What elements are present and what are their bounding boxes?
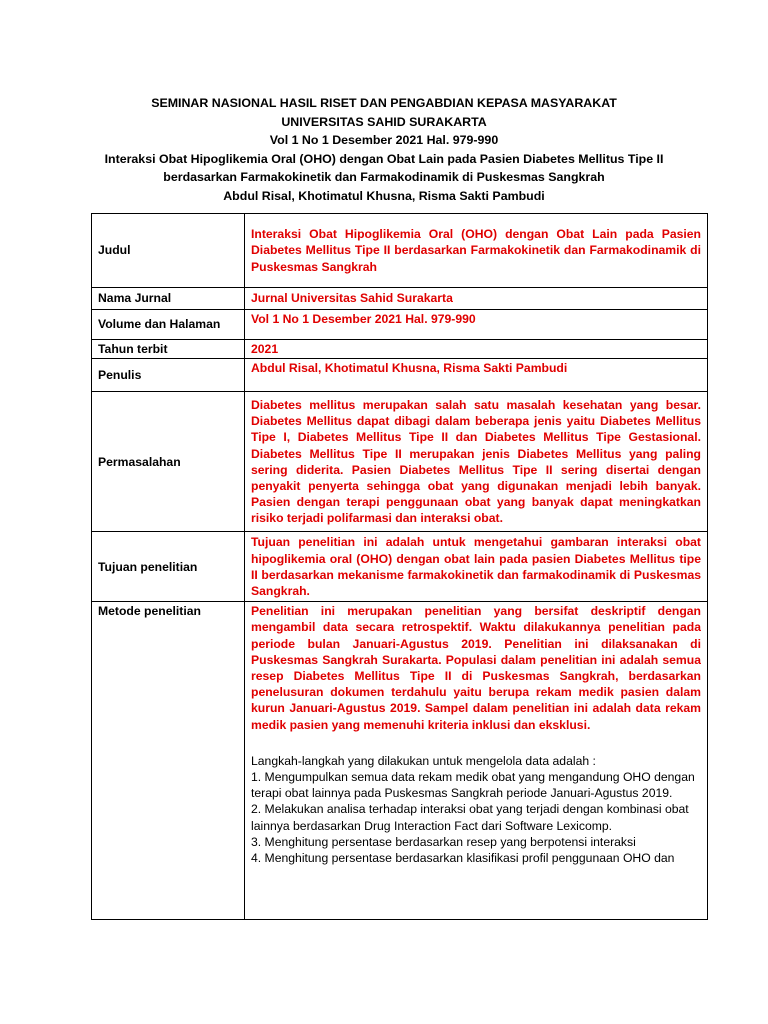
metode-description: Penelitian ini merupakan penelitian yang bersifat deskriptif dengan mengambil data secara retrospektif. Waktu dilakukannya penelitian pada periode bulan Januari-Agustus 2019. Penelitian ini dilaksanakan di Puskesmas Sangkrah Surakarta. Populasi dalam penelitian ini adalah semua resep Diabetes Mellitus Tipe II di Puskesmas Sangkrah, berdasarkan penelusuran dokumen terdahulu yaitu berupa rekam medik pasien dalam kurun Januari-Agustus 2019. Sampel dalam penelitian ini adalah data rekam medik pasien yang memenuhi kriteria inklusi dan eksklusi. [251,604,701,732]
label-tujuan: Tujuan penelitian [92,532,245,602]
row-nama-jurnal [92,288,708,310]
steps-intro: Langkah-langkah yang dilakukan untuk mengelola data adalah : [251,753,596,768]
row-tujuan [92,532,708,602]
step-line: 2. Melakukan analisa terhadap interaksi obat yang terjadi dengan kombinasi obat [251,802,689,817]
step-line: terapi obat lainnya pada Puskesmas Sangkrah periode Januari-Agustus 2019. [251,786,673,801]
seminar-title: SEMINAR NASIONAL HASIL RISET DAN PENGABDIAN KEPASA MASYARAKAT [151,96,617,110]
article-title-line1: Interaksi Obat Hipoglikemia Oral (OHO) dengan Obat Lain pada Pasien Diabetes Mellitus Tipe II [104,151,664,166]
label-metode: Metode penelitian [92,602,245,920]
row-judul [92,214,708,288]
value-metode [245,602,708,920]
value-judul: Interaksi Obat Hipoglikemia Oral (OHO) dengan Obat Lain pada Pasien Diabetes Mellitus Tipe II berdasarkan Farmakokinetik dan Farmakodinamik di Puskesmas Sangkrah [245,214,708,288]
article-title-line2: berdasarkan Farmakokinetik dan Farmakodinamik di Puskesmas Sangkrah [163,170,605,185]
step-line: 1. Mengumpulkan semua data rekam medik obat yang mengandung OHO dengan [251,770,695,785]
label-permasalahan: Permasalahan [92,392,245,532]
step-line: 3. Menghitung persentase berdasarkan resep yang berpotensi interaksi [251,834,636,849]
row-permasalahan [92,392,708,532]
label-nama-jurnal: Nama Jurnal [92,288,245,310]
step-line: lainnya berdasarkan Drug Interaction Fact dari Software Lexicomp. [251,818,613,833]
row-tahun [92,340,708,359]
spacer [251,733,701,753]
label-judul: Judul [92,214,245,288]
row-volume [92,310,708,340]
value-penulis: Abdul Risal, Khotimatul Khusna, Risma Sakti Pambudi [245,359,708,392]
value-tujuan: Tujuan penelitian ini adalah untuk mengetahui gambaran interaksi obat hipoglikemia oral (OHO) dengan obat lain pada pasien Diabetes Mellitus tipe II berdasarkan mekanisme farmakokinetik dan farmakodinamik di Puskesmas Sangkrah. [245,532,708,602]
value-tahun: 2021 [245,340,708,359]
journal-review-table [91,213,708,920]
authors: Abdul Risal, Khotimatul Khusna, Risma Sakti Pambudi [223,188,545,203]
value-nama-jurnal: Jurnal Universitas Sahid Surakarta [245,288,708,310]
value-permasalahan: Diabetes mellitus merupakan salah satu masalah kesehatan yang besar. Diabetes Mellitus dapat dibagi dalam beberapa jenis yaitu Diabetes Mellitus Tipe I, Diabetes Mellitus Tipe II dan Diabetes Mellitus Tipe Gestasional. Diabetes Mellitus Tipe II merupakan jenis Diabetes Mellitus yang paling sering diderita. Pasien Diabetes Mellitus Tipe II sering disertai dengan penyakit penyerta sehingga obat yang digunakan menjadi lebih banyak. Pasien dengan terapi penggunaan obat yang banyak dapat meningkatkan risiko terjadi polifarmasi dan interaksi obat. [245,392,708,532]
label-volume: Volume dan Halaman [92,310,245,340]
document-header [60,94,708,206]
metode-content [251,603,701,913]
label-penulis: Penulis [92,359,245,392]
volume-info: Vol 1 No 1 Desember 2021 Hal. 979-990 [269,133,499,148]
row-metode [92,602,708,920]
university-name: UNIVERSITAS SAHID SURAKARTA [281,114,487,129]
step-line: 4. Menghitung persentase berdasarkan klasifikasi profil penggunaan OHO dan [251,851,675,866]
label-tahun: Tahun terbit [92,340,245,359]
row-penulis [92,359,708,392]
value-volume: Vol 1 No 1 Desember 2021 Hal. 979-990 [245,310,708,340]
